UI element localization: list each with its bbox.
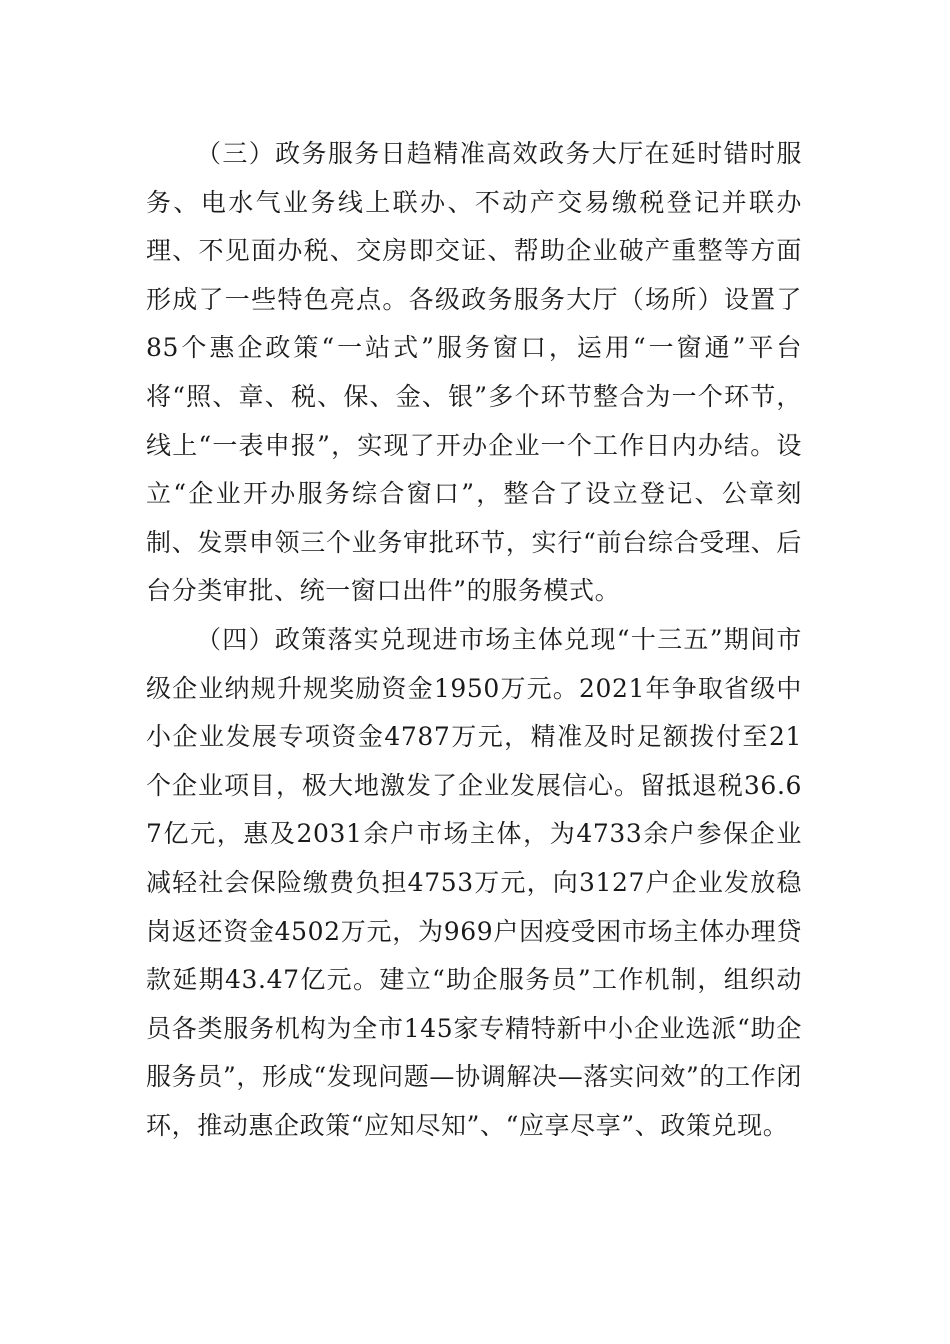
paragraph-section-3: （三）政务服务日趋精准高效政务大厅在延时错时服务、电水气业务线上联办、不动产交易缴税登记并联办理、不见面办税、交房即交证、帮助企业破产重整等方面形成了一些特色亮点。各级政务服务大厅（场所）设置了85个惠企政策“一站式”服务窗口，运用“一窗通”平台将“照、章、税、保、金、银”多个环节整合为一个环节，线上“一表申报”，实现了开办企业一个工作日内办结。设立“企业开办服务综合窗口”，整合了设立登记、公章刻制、发票申领三个业务审批环节，实行“前台综合受理、后台分类审批、统一窗口出件”的服务模式。 [146, 139, 802, 606]
paragraph-section-4: （四）政策落实兑现进市场主体兑现“十三五”期间市级企业纳规升规奖励资金1950万元。2021年争取省级中小企业发展专项资金4787万元，精准及时足额拨付至21个企业项目，极大地激发了企业发展信心。留抵退税36.67亿元，惠及2031余户市场主体，为4733余户参保企业减轻社会保险缴费负担4753万元，向3127户企业发放稳岗返还资金4502万元，为969户因疫受困市场主体办理贷款延期43.47亿元。建立“助企服务员”工作机制，组织动员各类服务机构为全市145家专精特新中小企业选派“助企服务员”，形成“发现问题—协调解决—落实问效”的工作闭环，推动惠企政策“应知尽知”、“应享尽享”、政策兑现。 [146, 624, 802, 1140]
document-body [146, 130, 802, 1150]
